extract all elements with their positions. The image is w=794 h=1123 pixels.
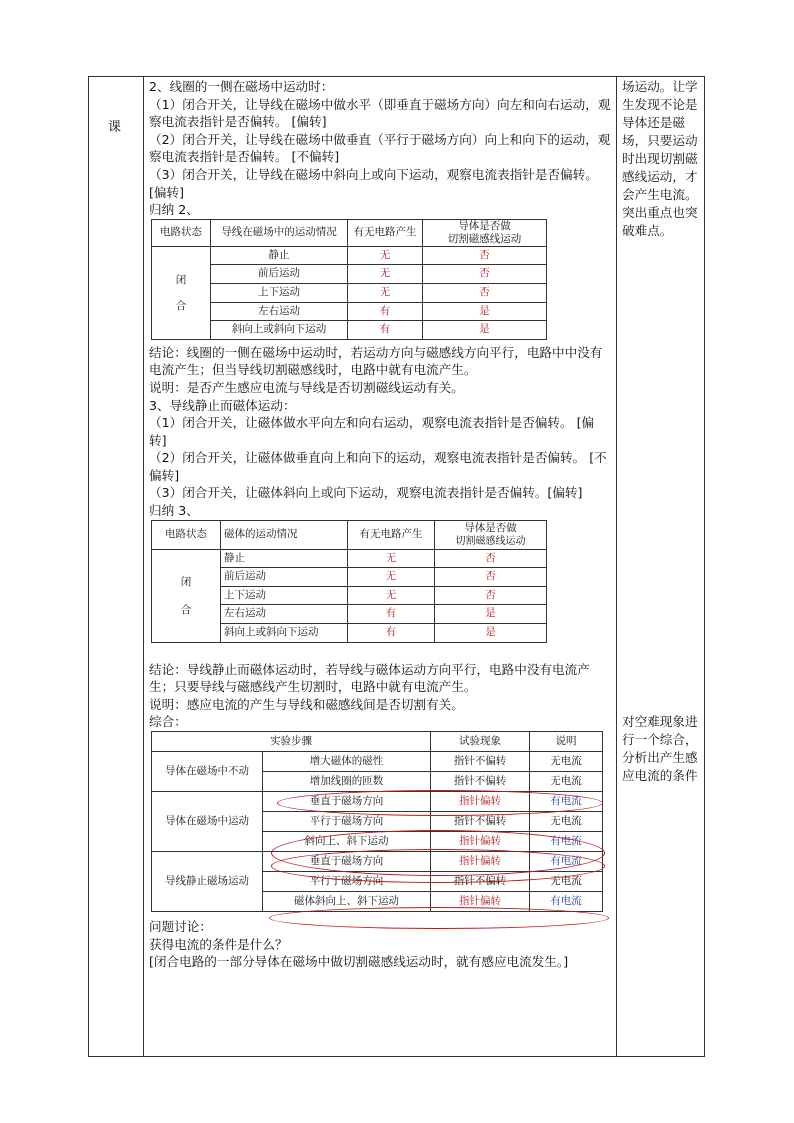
table-header: 导体是否做 切割磁感线运动 bbox=[423, 219, 547, 246]
group-cell: 导体在磁场中不动 bbox=[152, 752, 263, 792]
section2-table bbox=[151, 219, 547, 340]
phenomenon-cell: 指针不偏转 bbox=[431, 812, 530, 832]
highlight-oval bbox=[269, 907, 609, 929]
section2-conclusion: 结论：线圈的一侧在磁场中运动时，若运动方向与磁感线方向平行，电路中中没有电流产生；但当导线切割磁感线时，电路中就有电流产生。 bbox=[149, 344, 603, 378]
section3-title: 3、导线静止而磁体运动： bbox=[149, 397, 296, 413]
step-cell: 垂直于磁场方向 bbox=[263, 852, 431, 872]
table-header: 磁体的运动情况 bbox=[221, 520, 348, 549]
phenomenon-cell: 指针偏转 bbox=[431, 852, 530, 872]
motion-cell: 静止 bbox=[221, 549, 348, 568]
section3-summary-label: 归纳 3、 bbox=[149, 503, 199, 519]
table-header: 导线在磁场中的运动情况 bbox=[211, 219, 348, 246]
phenomenon-cell: 指针偏转 bbox=[431, 832, 530, 852]
motion-cell: 上下运动 bbox=[221, 586, 348, 605]
motion-cell: 静止 bbox=[211, 246, 348, 265]
motion-cell: 左右运动 bbox=[211, 302, 348, 321]
state-cell: 闭 合 bbox=[152, 246, 211, 339]
cut-cell: 否 bbox=[423, 246, 547, 265]
table-header: 试验现象 bbox=[431, 732, 530, 752]
state-cell: 闭 合 bbox=[152, 549, 221, 642]
note-cell: 有电流 bbox=[530, 792, 603, 812]
section2-note: 说明：是否产生感应电流与导线是否切割磁线运动有关。 bbox=[149, 379, 464, 395]
step-cell: 平行于磁场方向 bbox=[263, 812, 431, 832]
section3-step-3: （3）闭合开关，让磁体斜向上或向下运动，观察电流表指针是否偏转。[偏转] bbox=[149, 485, 583, 501]
note-cell: 无电流 bbox=[530, 752, 603, 772]
section3-step-1: （1）闭合开关，让磁体做水平向左和向右运动，观察电流表指针是否偏转。 [偏转] bbox=[149, 415, 595, 448]
step-cell: 垂直于磁场方向 bbox=[263, 792, 431, 812]
right-note-1: 场运动。让学生发现不论是导体还是磁场，只要运动时出现切割磁感线运动，才会产生电流。突出重点也突破难点。 bbox=[622, 79, 698, 238]
current-cell: 无 bbox=[348, 586, 435, 605]
phenomenon-cell: 指针不偏转 bbox=[431, 752, 530, 772]
note-cell: 有电流 bbox=[530, 832, 603, 852]
lesson-label: 课 bbox=[108, 120, 122, 135]
current-cell: 有 bbox=[348, 605, 435, 624]
phenomenon-cell: 指针不偏转 bbox=[431, 872, 530, 892]
note-cell: 无电流 bbox=[530, 772, 603, 792]
motion-cell: 前后运动 bbox=[211, 265, 348, 284]
current-cell: 有 bbox=[348, 321, 423, 340]
table-header: 实验步骤 bbox=[152, 732, 431, 752]
table-header: 有无电路产生 bbox=[348, 520, 435, 549]
section2-summary-label: 归纳 2、 bbox=[149, 202, 199, 218]
group-cell: 导体在磁场中运动 bbox=[152, 792, 263, 852]
motion-cell: 前后运动 bbox=[221, 568, 348, 587]
section2-step-2: （2）闭合开关，让导线在磁场中做垂直（平行于磁场方向）向上和向下的运动，观察电流表指针是否偏转。 [不偏转] bbox=[149, 131, 611, 165]
highlight-oval bbox=[277, 790, 603, 816]
motion-cell: 左右运动 bbox=[221, 605, 348, 624]
synthesis-wrapper bbox=[149, 731, 603, 912]
cut-cell: 否 bbox=[423, 265, 547, 284]
current-cell: 无 bbox=[348, 265, 423, 284]
section3-table bbox=[151, 520, 547, 643]
section2-step-3: （3）闭合开关，让导线在磁场中斜向上或向下运动，观察电流表指针是否偏转。 [偏转] bbox=[149, 166, 598, 200]
table-header: 说明 bbox=[530, 732, 603, 752]
phenomenon-cell: 指针不偏转 bbox=[431, 772, 530, 792]
note-cell: 无电流 bbox=[530, 872, 603, 892]
motion-cell: 斜向上或斜向下运动 bbox=[211, 321, 348, 340]
table-header: 电路状态 bbox=[152, 520, 221, 549]
section3-note: 说明：感应电流的产生与导线和磁感线间是否切割有关。 bbox=[149, 696, 464, 712]
current-cell: 无 bbox=[348, 549, 435, 568]
step-cell: 斜向上、斜下运动 bbox=[263, 832, 431, 852]
column-divider-right bbox=[616, 76, 617, 1057]
cut-cell: 否 bbox=[423, 283, 547, 302]
current-cell: 有 bbox=[348, 302, 423, 321]
phenomenon-cell: 指针偏转 bbox=[431, 792, 530, 812]
note-cell: 有电流 bbox=[530, 852, 603, 872]
current-cell: 无 bbox=[348, 283, 423, 302]
step-cell: 平行于磁场方向 bbox=[263, 872, 431, 892]
group-cell: 导线静止磁场运动 bbox=[152, 852, 263, 912]
cut-cell: 是 bbox=[423, 321, 547, 340]
cut-cell: 是 bbox=[435, 605, 547, 624]
step-cell: 磁体斜向上、斜下运动 bbox=[263, 892, 431, 912]
synthesis-table bbox=[151, 731, 603, 912]
motion-cell: 斜向上或斜向下运动 bbox=[221, 624, 348, 643]
cut-cell: 是 bbox=[423, 302, 547, 321]
current-cell: 无 bbox=[348, 568, 435, 587]
discussion-answer: [闭合电路的一部分导体在磁场中做切割磁感线运动时，就有感应电流发生。] bbox=[149, 954, 569, 970]
discussion-title: 问题讨论： bbox=[149, 919, 212, 934]
column-divider-left bbox=[143, 76, 144, 1057]
section3-step-2: （2）闭合开关，让磁体做垂直向上和向下的运动，观察电流表指针是否偏转。 [不偏转] bbox=[149, 450, 607, 483]
motion-cell: 上下运动 bbox=[211, 283, 348, 302]
section2-step-1: （1）闭合开关，让导线在磁场中做水平（即垂直于磁场方向）向左和向右运动，观察电流表指针是否偏转。 [偏转] bbox=[149, 96, 611, 130]
cut-cell: 否 bbox=[435, 549, 547, 568]
main-content bbox=[149, 78, 611, 971]
phenomenon-cell: 指针偏转 bbox=[431, 892, 530, 912]
cut-cell: 是 bbox=[435, 624, 547, 643]
table-header: 有无电路产生 bbox=[348, 219, 423, 246]
note-cell: 有电流 bbox=[530, 892, 603, 912]
table-header: 导体是否做 切割磁感线运动 bbox=[435, 520, 547, 549]
note-cell: 无电流 bbox=[530, 812, 603, 832]
right-note-2: 对空难现象进行一个综合，分析出产生感应电流的条件 bbox=[622, 714, 698, 783]
current-cell: 有 bbox=[348, 624, 435, 643]
cut-cell: 否 bbox=[435, 586, 547, 605]
section2-title: 2、线圈的一侧在磁场中运动时： bbox=[149, 79, 334, 94]
step-cell: 增大磁体的磁性 bbox=[263, 752, 431, 772]
table-header: 电路状态 bbox=[152, 219, 211, 246]
cut-cell: 否 bbox=[435, 568, 547, 587]
current-cell: 无 bbox=[348, 246, 423, 265]
section3-conclusion: 结论：导线静止而磁体运动时，若导线与磁体运动方向平行，电路中没有电流产生；只要导线与磁感线产生切割时，电路中就有电流产生。 bbox=[149, 661, 590, 695]
step-cell: 增加线圈的匝数 bbox=[263, 772, 431, 792]
discussion-question: 获得电流的条件是什么？ bbox=[149, 936, 288, 952]
highlight-oval bbox=[271, 849, 605, 883]
synthesis-label: 综合： bbox=[149, 714, 187, 730]
